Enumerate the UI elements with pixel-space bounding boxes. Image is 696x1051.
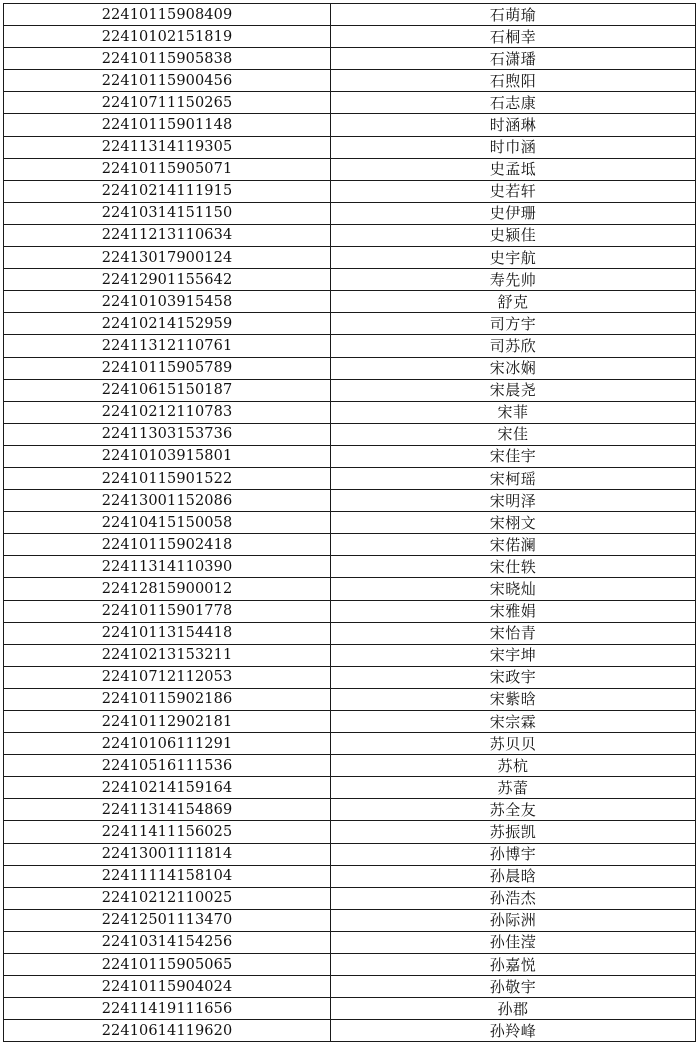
student-name-cell: 孙嘉悦 bbox=[331, 954, 696, 976]
student-name-cell: 孙浩杰 bbox=[331, 887, 696, 909]
exam-number-cell: 22410212110025 bbox=[4, 887, 331, 909]
exam-number-cell: 22410214159164 bbox=[4, 777, 331, 799]
exam-number-cell: 22410115905065 bbox=[4, 954, 331, 976]
roster-table-body bbox=[4, 4, 696, 1042]
table-row bbox=[4, 423, 696, 445]
exam-number-cell: 22410112902181 bbox=[4, 711, 331, 733]
exam-number-cell: 22410115905789 bbox=[4, 357, 331, 379]
roster-sheet bbox=[3, 3, 693, 1042]
table-row bbox=[4, 865, 696, 887]
table-row bbox=[4, 777, 696, 799]
exam-number-cell: 22410415150058 bbox=[4, 512, 331, 534]
table-row bbox=[4, 622, 696, 644]
table-row bbox=[4, 48, 696, 70]
student-name-cell: 史伊珊 bbox=[331, 202, 696, 224]
table-row bbox=[4, 887, 696, 909]
table-row bbox=[4, 799, 696, 821]
student-name-cell: 宋柯瑶 bbox=[331, 467, 696, 489]
student-name-cell: 苏振凯 bbox=[331, 821, 696, 843]
table-row bbox=[4, 976, 696, 998]
table-row bbox=[4, 180, 696, 202]
table-row bbox=[4, 954, 696, 976]
table-row bbox=[4, 711, 696, 733]
table-row bbox=[4, 688, 696, 710]
student-name-cell: 石潇璠 bbox=[331, 48, 696, 70]
exam-number-cell: 22410115900456 bbox=[4, 70, 331, 92]
student-name-cell: 舒克 bbox=[331, 291, 696, 313]
student-name-cell: 苏贝贝 bbox=[331, 733, 696, 755]
student-name-cell: 宋冰娴 bbox=[331, 357, 696, 379]
table-row bbox=[4, 843, 696, 865]
exam-number-cell: 22410115901148 bbox=[4, 114, 331, 136]
student-name-cell: 石桐幸 bbox=[331, 26, 696, 48]
exam-number-cell: 22412815900012 bbox=[4, 578, 331, 600]
table-row bbox=[4, 1020, 696, 1042]
table-row bbox=[4, 92, 696, 114]
student-name-cell: 宋晓灿 bbox=[331, 578, 696, 600]
student-name-cell: 宋宗霖 bbox=[331, 711, 696, 733]
exam-number-cell: 22410516111536 bbox=[4, 755, 331, 777]
student-name-cell: 宋怡青 bbox=[331, 622, 696, 644]
student-name-cell: 时巾涵 bbox=[331, 136, 696, 158]
student-name-cell: 史若轩 bbox=[331, 180, 696, 202]
student-name-cell: 宋偌澜 bbox=[331, 534, 696, 556]
table-row bbox=[4, 247, 696, 269]
table-row bbox=[4, 357, 696, 379]
student-name-cell: 寿先帅 bbox=[331, 269, 696, 291]
table-row bbox=[4, 136, 696, 158]
exam-number-cell: 22411314154869 bbox=[4, 799, 331, 821]
table-row bbox=[4, 998, 696, 1020]
exam-number-cell: 22410212110783 bbox=[4, 401, 331, 423]
exam-number-cell: 22410314151150 bbox=[4, 202, 331, 224]
exam-number-cell: 22411419111656 bbox=[4, 998, 331, 1020]
student-name-cell: 宋菲 bbox=[331, 401, 696, 423]
student-name-cell: 宋明泽 bbox=[331, 490, 696, 512]
student-name-cell: 苏杭 bbox=[331, 755, 696, 777]
exam-number-cell: 22410115902418 bbox=[4, 534, 331, 556]
student-name-cell: 苏全友 bbox=[331, 799, 696, 821]
student-name-cell: 宋晨尧 bbox=[331, 379, 696, 401]
exam-number-cell: 22410214152959 bbox=[4, 313, 331, 335]
exam-number-cell: 22410615150187 bbox=[4, 379, 331, 401]
student-name-cell: 司方宇 bbox=[331, 313, 696, 335]
table-row bbox=[4, 578, 696, 600]
table-row bbox=[4, 666, 696, 688]
exam-number-cell: 22410115901522 bbox=[4, 467, 331, 489]
student-name-cell: 孙博宇 bbox=[331, 843, 696, 865]
student-name-cell: 孙际洲 bbox=[331, 909, 696, 931]
table-row bbox=[4, 401, 696, 423]
table-row bbox=[4, 490, 696, 512]
exam-number-cell: 22410314154256 bbox=[4, 931, 331, 953]
table-row bbox=[4, 269, 696, 291]
table-row bbox=[4, 114, 696, 136]
exam-number-cell: 22410614119620 bbox=[4, 1020, 331, 1042]
exam-number-cell: 22413001111814 bbox=[4, 843, 331, 865]
table-row bbox=[4, 291, 696, 313]
table-row bbox=[4, 755, 696, 777]
exam-number-cell: 22411303153736 bbox=[4, 423, 331, 445]
student-name-cell: 孙羚峰 bbox=[331, 1020, 696, 1042]
student-name-cell: 史颍佳 bbox=[331, 224, 696, 246]
student-name-cell: 史宇航 bbox=[331, 247, 696, 269]
student-name-cell: 孙晨晗 bbox=[331, 865, 696, 887]
student-name-cell: 宋佳 bbox=[331, 423, 696, 445]
student-name-cell: 时涵琳 bbox=[331, 114, 696, 136]
exam-number-cell: 22410115908409 bbox=[4, 4, 331, 26]
student-name-cell: 石萌瑜 bbox=[331, 4, 696, 26]
table-row bbox=[4, 335, 696, 357]
exam-number-cell: 22410115902186 bbox=[4, 688, 331, 710]
table-row bbox=[4, 909, 696, 931]
exam-number-cell: 22411314110390 bbox=[4, 556, 331, 578]
exam-number-cell: 22410106111291 bbox=[4, 733, 331, 755]
student-name-cell: 宋紫晗 bbox=[331, 688, 696, 710]
exam-number-cell: 22410711150265 bbox=[4, 92, 331, 114]
student-name-cell: 宋政宇 bbox=[331, 666, 696, 688]
table-row bbox=[4, 224, 696, 246]
exam-number-cell: 22410115905071 bbox=[4, 158, 331, 180]
student-roster-table bbox=[3, 3, 696, 1042]
exam-number-cell: 22411312110761 bbox=[4, 335, 331, 357]
exam-number-cell: 22410115905838 bbox=[4, 48, 331, 70]
table-row bbox=[4, 733, 696, 755]
table-row bbox=[4, 445, 696, 467]
student-name-cell: 宋宇坤 bbox=[331, 644, 696, 666]
student-name-cell: 孙佳滢 bbox=[331, 931, 696, 953]
student-name-cell: 司苏欣 bbox=[331, 335, 696, 357]
student-name-cell: 宋仕轶 bbox=[331, 556, 696, 578]
exam-number-cell: 22410113154418 bbox=[4, 622, 331, 644]
table-row bbox=[4, 26, 696, 48]
table-row bbox=[4, 4, 696, 26]
exam-number-cell: 22410115901778 bbox=[4, 600, 331, 622]
student-name-cell: 史孟坻 bbox=[331, 158, 696, 180]
table-row bbox=[4, 821, 696, 843]
table-row bbox=[4, 70, 696, 92]
exam-number-cell: 22410115904024 bbox=[4, 976, 331, 998]
student-name-cell: 孙敬宇 bbox=[331, 976, 696, 998]
student-name-cell: 苏蕾 bbox=[331, 777, 696, 799]
table-row bbox=[4, 467, 696, 489]
table-row bbox=[4, 379, 696, 401]
exam-number-cell: 22410103915801 bbox=[4, 445, 331, 467]
exam-number-cell: 22412901155642 bbox=[4, 269, 331, 291]
student-name-cell: 宋栩文 bbox=[331, 512, 696, 534]
exam-number-cell: 22413017900124 bbox=[4, 247, 331, 269]
exam-number-cell: 22410213153211 bbox=[4, 644, 331, 666]
exam-number-cell: 22410214111915 bbox=[4, 180, 331, 202]
table-row bbox=[4, 512, 696, 534]
student-name-cell: 石志康 bbox=[331, 92, 696, 114]
exam-number-cell: 22410712112053 bbox=[4, 666, 331, 688]
table-row bbox=[4, 931, 696, 953]
exam-number-cell: 22411213110634 bbox=[4, 224, 331, 246]
exam-number-cell: 22413001152086 bbox=[4, 490, 331, 512]
exam-number-cell: 22412501113470 bbox=[4, 909, 331, 931]
exam-number-cell: 22410103915458 bbox=[4, 291, 331, 313]
student-name-cell: 孙郡 bbox=[331, 998, 696, 1020]
table-row bbox=[4, 202, 696, 224]
exam-number-cell: 22411114158104 bbox=[4, 865, 331, 887]
table-row bbox=[4, 158, 696, 180]
exam-number-cell: 22410102151819 bbox=[4, 26, 331, 48]
student-name-cell: 宋雅娟 bbox=[331, 600, 696, 622]
student-name-cell: 宋佳宇 bbox=[331, 445, 696, 467]
table-row bbox=[4, 313, 696, 335]
exam-number-cell: 22411411156025 bbox=[4, 821, 331, 843]
table-row bbox=[4, 644, 696, 666]
table-row bbox=[4, 600, 696, 622]
table-row bbox=[4, 534, 696, 556]
exam-number-cell: 22411314119305 bbox=[4, 136, 331, 158]
table-row bbox=[4, 556, 696, 578]
student-name-cell: 石煦阳 bbox=[331, 70, 696, 92]
